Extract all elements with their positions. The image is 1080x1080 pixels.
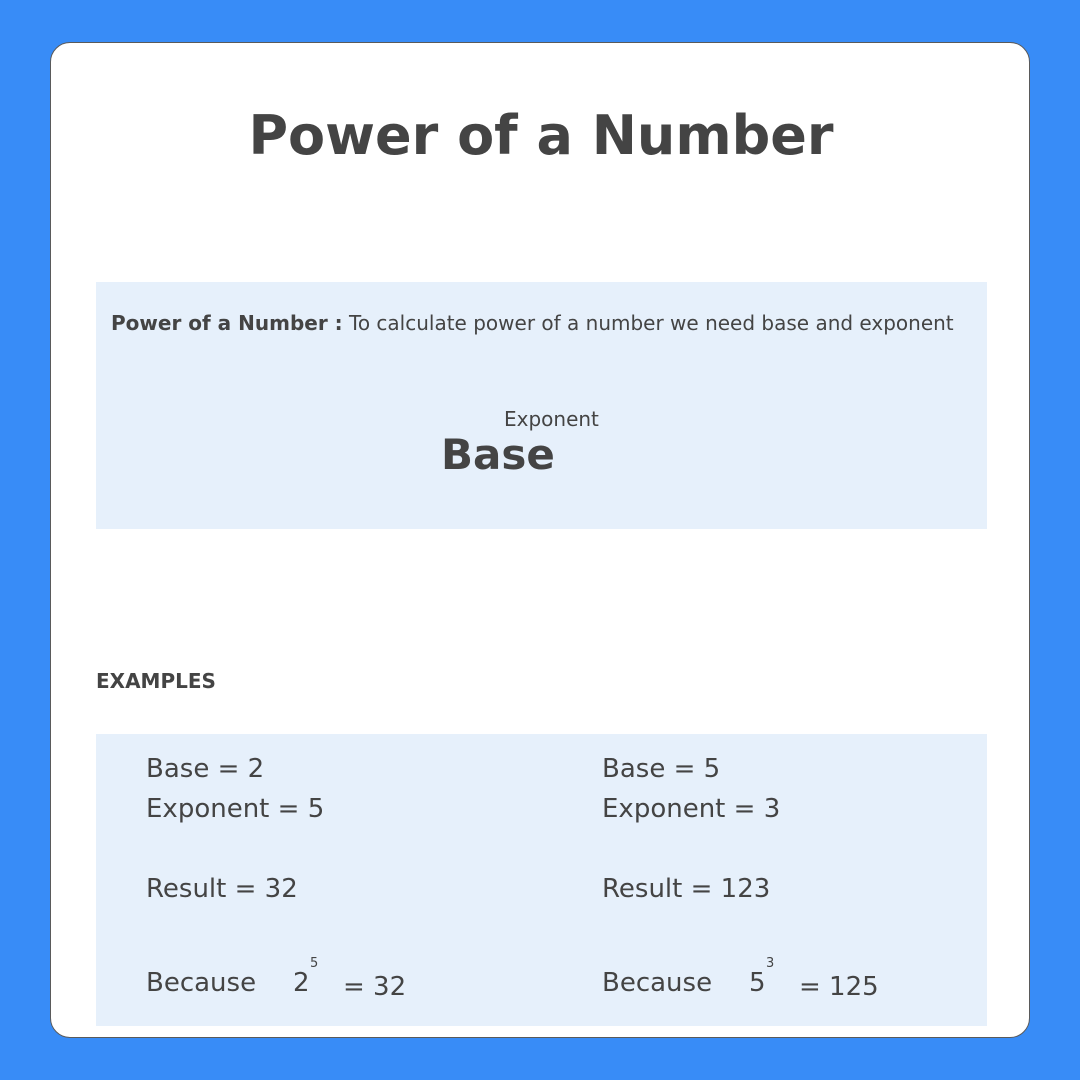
because-label: Because — [602, 968, 713, 998]
definition-term: Power of a Number : — [111, 311, 343, 335]
page-title: Power of a Number — [248, 104, 834, 167]
because-base: 2 — [293, 968, 310, 998]
because-exponent: 3 — [766, 956, 775, 971]
examples-panel — [96, 734, 987, 1026]
example-result: Result = 32 — [146, 874, 298, 904]
example-result: Result = 123 — [602, 874, 771, 904]
because-exponent: 5 — [310, 956, 319, 971]
because-value: = 32 — [343, 972, 407, 1002]
example-card — [602, 734, 1002, 1026]
because-value: = 125 — [799, 972, 879, 1002]
examples-heading: EXAMPLES — [96, 669, 216, 693]
example-exponent: Exponent = 5 — [146, 794, 325, 824]
content-card — [50, 42, 1030, 1038]
because-label: Because — [146, 968, 257, 998]
exponent-label: Exponent — [504, 407, 599, 431]
definition-panel — [96, 282, 987, 529]
example-base: Base = 2 — [146, 754, 265, 784]
example-card — [146, 734, 546, 1026]
example-exponent: Exponent = 3 — [602, 794, 781, 824]
base-label: Base — [441, 430, 555, 479]
definition-text — [111, 310, 971, 337]
example-base: Base = 5 — [602, 754, 721, 784]
because-base: 5 — [749, 968, 766, 998]
definition-description: To calculate power of a number we need base and exponent — [342, 311, 954, 335]
